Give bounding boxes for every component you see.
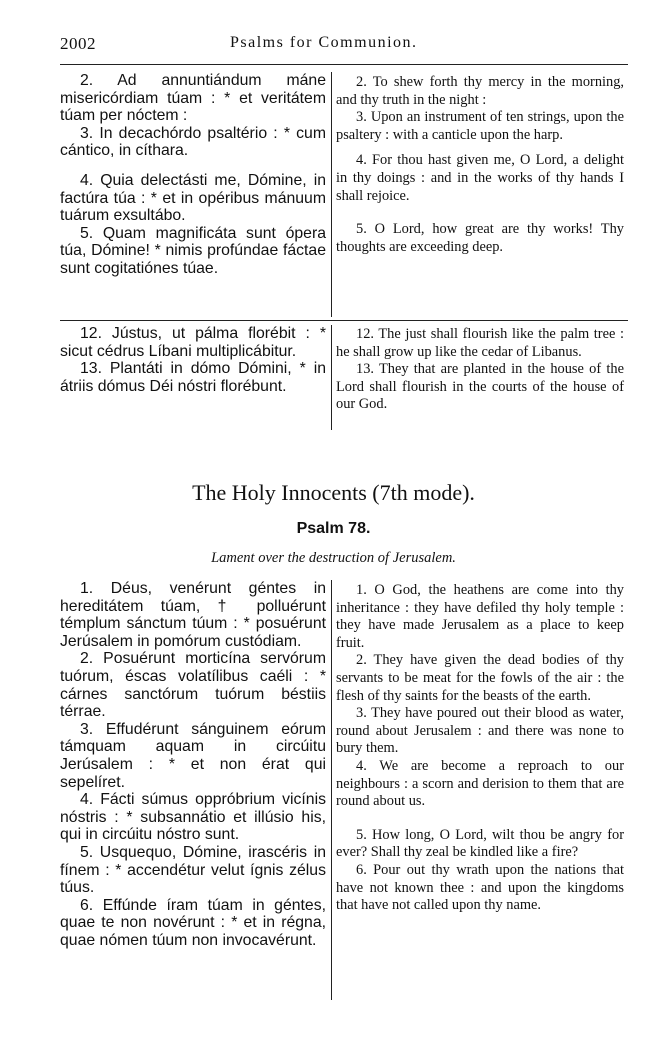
latin-verse: 4. Quia delectásti me, Dómine, in factúra túa : * et in opéribus mánuum tuárum exsultábo.	[60, 171, 326, 225]
latin-verse: 6. Effúnde íram túam in géntes, quae te non novérunt : * et in régna, quae nómen túum non invocavérunt.	[60, 896, 326, 949]
feast-title: The Holy Innocents (7th mode).	[192, 480, 475, 505]
english-verse: 5. How long, O Lord, wilt thou be angry for ever? Shall thy zeal be kindled like a fire?	[336, 826, 624, 861]
running-title: Psalms for Communion.	[230, 34, 418, 51]
english-verse: 2. They have given the dead bodies of thy servants to be meat for the fowls of the air : the flesh of thy saints for the beasts of the earth.	[336, 652, 624, 704]
latin-verse: 5. Usquequo, Dómine, irascéris in fínem : * accendétur velut ígnis zélus túus.	[60, 843, 326, 897]
english-verse: 1. O God, the heathens are come into thy inheritance : they have defiled thy holy temple : they have made Jerusalem as a place to keep fruit.	[336, 582, 624, 651]
page-header	[60, 34, 625, 58]
english-verse: 2. To shew forth thy mercy in the morning, and thy truth in the night :	[336, 74, 624, 108]
section2-latin-column	[60, 325, 326, 395]
english-verse: 5. O Lord, how great are thy works! Thy thoughts are exceeding deep.	[336, 221, 624, 255]
section3-latin-column	[60, 580, 326, 949]
psalm-title: Psalm 78.	[296, 520, 371, 537]
latin-verse: 12. Jústus, ut pálma florébit : * sicut cédrus Líbani multiplicábitur.	[60, 325, 326, 360]
english-verse: 13. They that are planted in the house of the Lord shall flourish in the courts of the house of our God.	[336, 361, 624, 413]
column-divider	[331, 72, 332, 317]
latin-verse: 1. Déus, venérunt géntes in hereditátem túam, † polluérunt témplum sánctum túum : * posuérunt Jerúsalem in pomórum custódiam.	[60, 580, 326, 650]
section1-english-column	[336, 74, 624, 256]
psalm-subtitle: Lament over the destruction of Jerusalem.	[211, 550, 456, 566]
english-verse: 6. Pour out thy wrath upon the nations that have not known thee : and upon the kingdoms that have not called upon thy name.	[336, 861, 624, 914]
latin-verse: 3. In decachórdo psaltério : * cum cántico, in cíthara.	[60, 124, 326, 160]
english-verse: 4. We are become a reproach to our neighbours : a scorn and derision to them that are round about us.	[336, 757, 624, 810]
latin-verse: 5. Quam magnificáta sunt ópera túa, Dómine! * nimis profúndae fáctae sunt cogitatiónes túae.	[60, 224, 326, 277]
page-number: 2002	[60, 34, 96, 53]
latin-verse: 13. Plantáti in dómo Dómini, * in átriis dómus Déi nóstri florébunt.	[60, 360, 326, 395]
section3-english-column	[336, 582, 624, 915]
english-verse: 12. The just shall flourish like the palm tree : he shall grow up like the cedar of Libanus.	[336, 326, 624, 360]
english-verse: 3. They have poured out their blood as water, round about Jerusalem : and there was none to bury them.	[336, 705, 624, 757]
header-rule	[60, 64, 628, 65]
latin-verse: 2. Posuérunt morticína servórum tuórum, éscas volatílibus caéli : * cárnes sanctórum tuórum béstiis térrae.	[60, 650, 326, 721]
english-verse: 3. Upon an instrument of ten strings, upon the psaltery : with a canticle upon the harp.	[336, 109, 624, 143]
latin-verse: 3. Effudérunt sánguinem eórum támquam aquam in circúitu Jerúsalem : * et non érat qui sepelíret.	[60, 720, 326, 791]
latin-verse: 2. Ad annuntiándum máne misericórdiam túam : * et veritátem túam per nóctem :	[60, 72, 326, 125]
latin-verse: 4. Fácti súmus oppróbrium vicínis nóstris : * subsannátio et illúsio his, qui in circúitu nóstro sunt.	[60, 791, 326, 844]
column-divider	[331, 325, 332, 430]
section-rule	[60, 320, 628, 321]
english-verse: 4. For thou hast given me, O Lord, a delight in thy doings : and in the works of thy hands I shall rejoice.	[336, 152, 624, 204]
section2-english-column	[336, 326, 624, 414]
section1-latin-column	[60, 72, 326, 278]
column-divider	[331, 580, 332, 1000]
